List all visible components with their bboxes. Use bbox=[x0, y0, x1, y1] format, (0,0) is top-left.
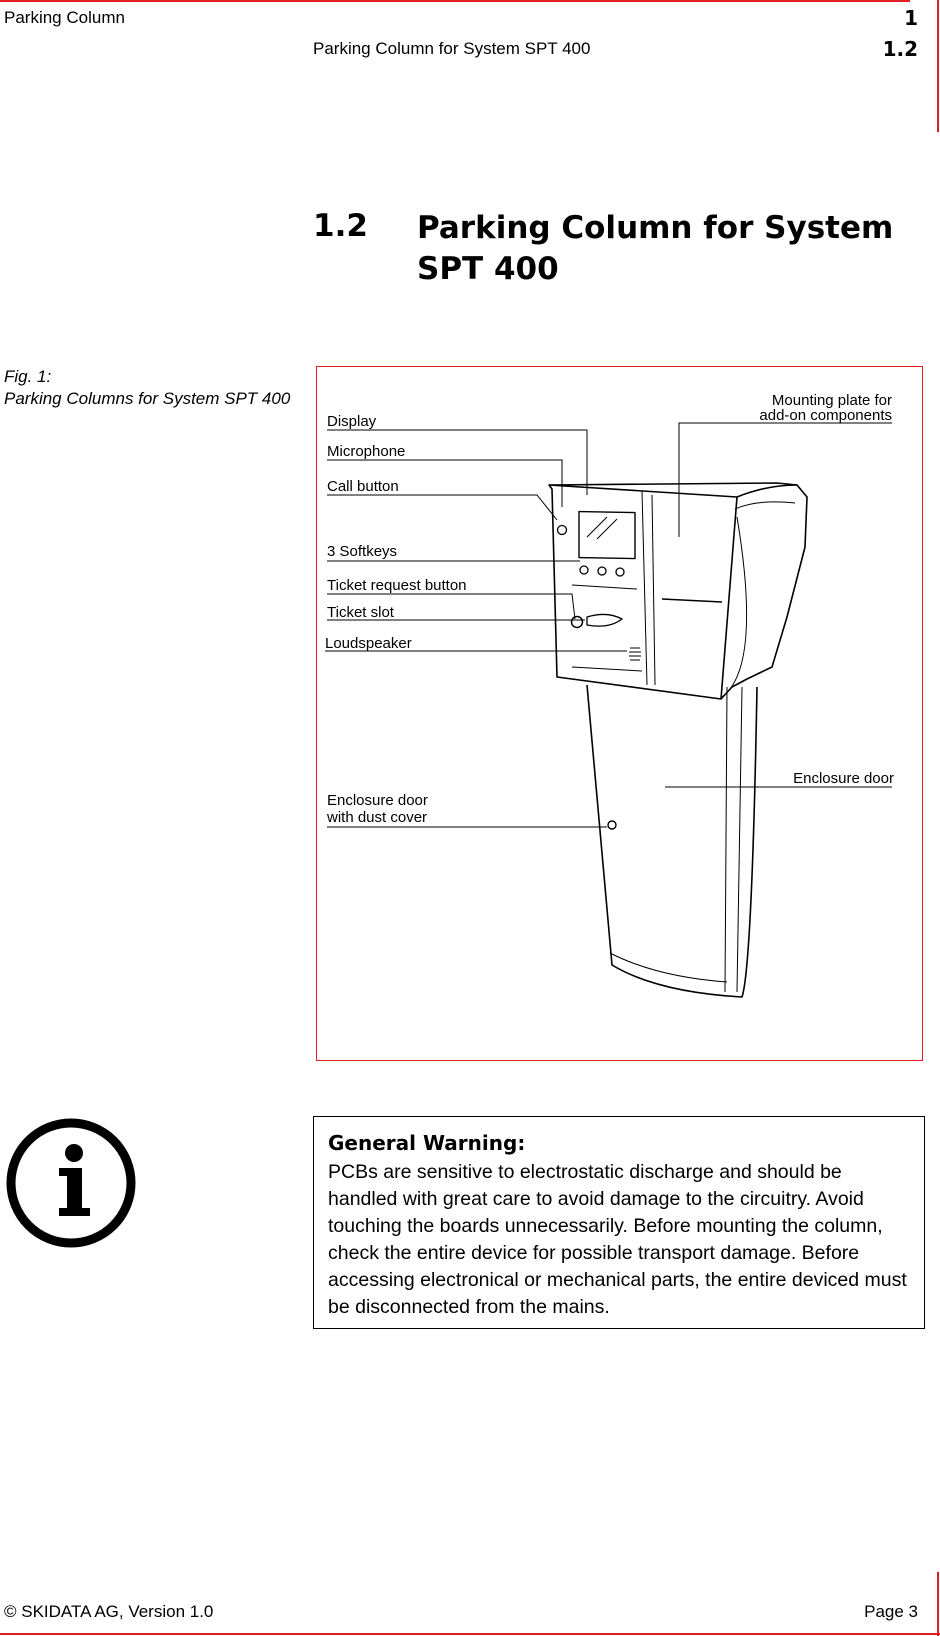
margin-bar-bottom bbox=[937, 1572, 939, 1636]
label-mounting-plate-line1: Mounting plate for bbox=[771, 392, 892, 409]
label-enclosure-door-dust-line1: Enclosure door bbox=[327, 792, 428, 809]
footer-rule bbox=[0, 1633, 940, 1635]
warning-box bbox=[313, 1116, 925, 1329]
door-lock-graphic bbox=[608, 821, 616, 829]
label-ticket-slot: Ticket slot bbox=[327, 604, 394, 621]
figure-caption-text: Parking Columns for System SPT 400 bbox=[4, 389, 291, 408]
parking-column-illustration bbox=[317, 367, 924, 1062]
header-section-number: 1.2 bbox=[882, 37, 918, 61]
label-softkeys: 3 Softkeys bbox=[327, 543, 398, 560]
call-button-graphic bbox=[558, 526, 567, 535]
header-section-title: Parking Column for System SPT 400 bbox=[313, 39, 591, 58]
label-enclosure-door-dust-line2: with dust cover bbox=[327, 809, 428, 826]
warning-body: PCBs are sensitive to electrostatic discharge and should be handled with great care to avoid damage to the circuitry. Avoid touching the boards unnecessarily. Before mounting the column, check the entire device for possible transport damage. Before accessing electronical or mechanical parts, the entire deviced must be disconnected from the mains. bbox=[328, 1161, 907, 1318]
section-number: 1.2 bbox=[313, 208, 368, 244]
label-ticket-request-button: Ticket request button bbox=[327, 577, 467, 594]
figure-caption-label: Fig. 1: bbox=[4, 367, 52, 386]
figure-frame bbox=[316, 366, 923, 1061]
label-enclosure-door: Enclosure door bbox=[793, 770, 894, 787]
section-title: Parking Column for System SPT 400 bbox=[417, 210, 894, 287]
info-icon bbox=[4, 1116, 138, 1250]
header-chapter-title: Parking Column bbox=[4, 8, 125, 27]
column-body-outline bbox=[587, 685, 757, 997]
figure-caption bbox=[4, 366, 294, 410]
margin-bar-top bbox=[937, 0, 939, 132]
footer-page-number: Page 3 bbox=[864, 1602, 918, 1621]
footer-copyright: © SKIDATA AG, Version 1.0 bbox=[4, 1602, 214, 1621]
label-loudspeaker: Loudspeaker bbox=[325, 635, 412, 652]
label-call-button: Call button bbox=[327, 478, 399, 495]
header-chapter-number: 1 bbox=[904, 6, 918, 30]
label-microphone: Microphone bbox=[327, 443, 406, 460]
display-screen bbox=[579, 512, 635, 559]
label-mounting-plate-line2: add-on components bbox=[759, 407, 892, 424]
header-rule bbox=[0, 0, 910, 2]
label-display: Display bbox=[327, 413, 377, 430]
column-head-outline bbox=[549, 483, 807, 699]
warning-title: General Warning: bbox=[328, 1131, 526, 1155]
